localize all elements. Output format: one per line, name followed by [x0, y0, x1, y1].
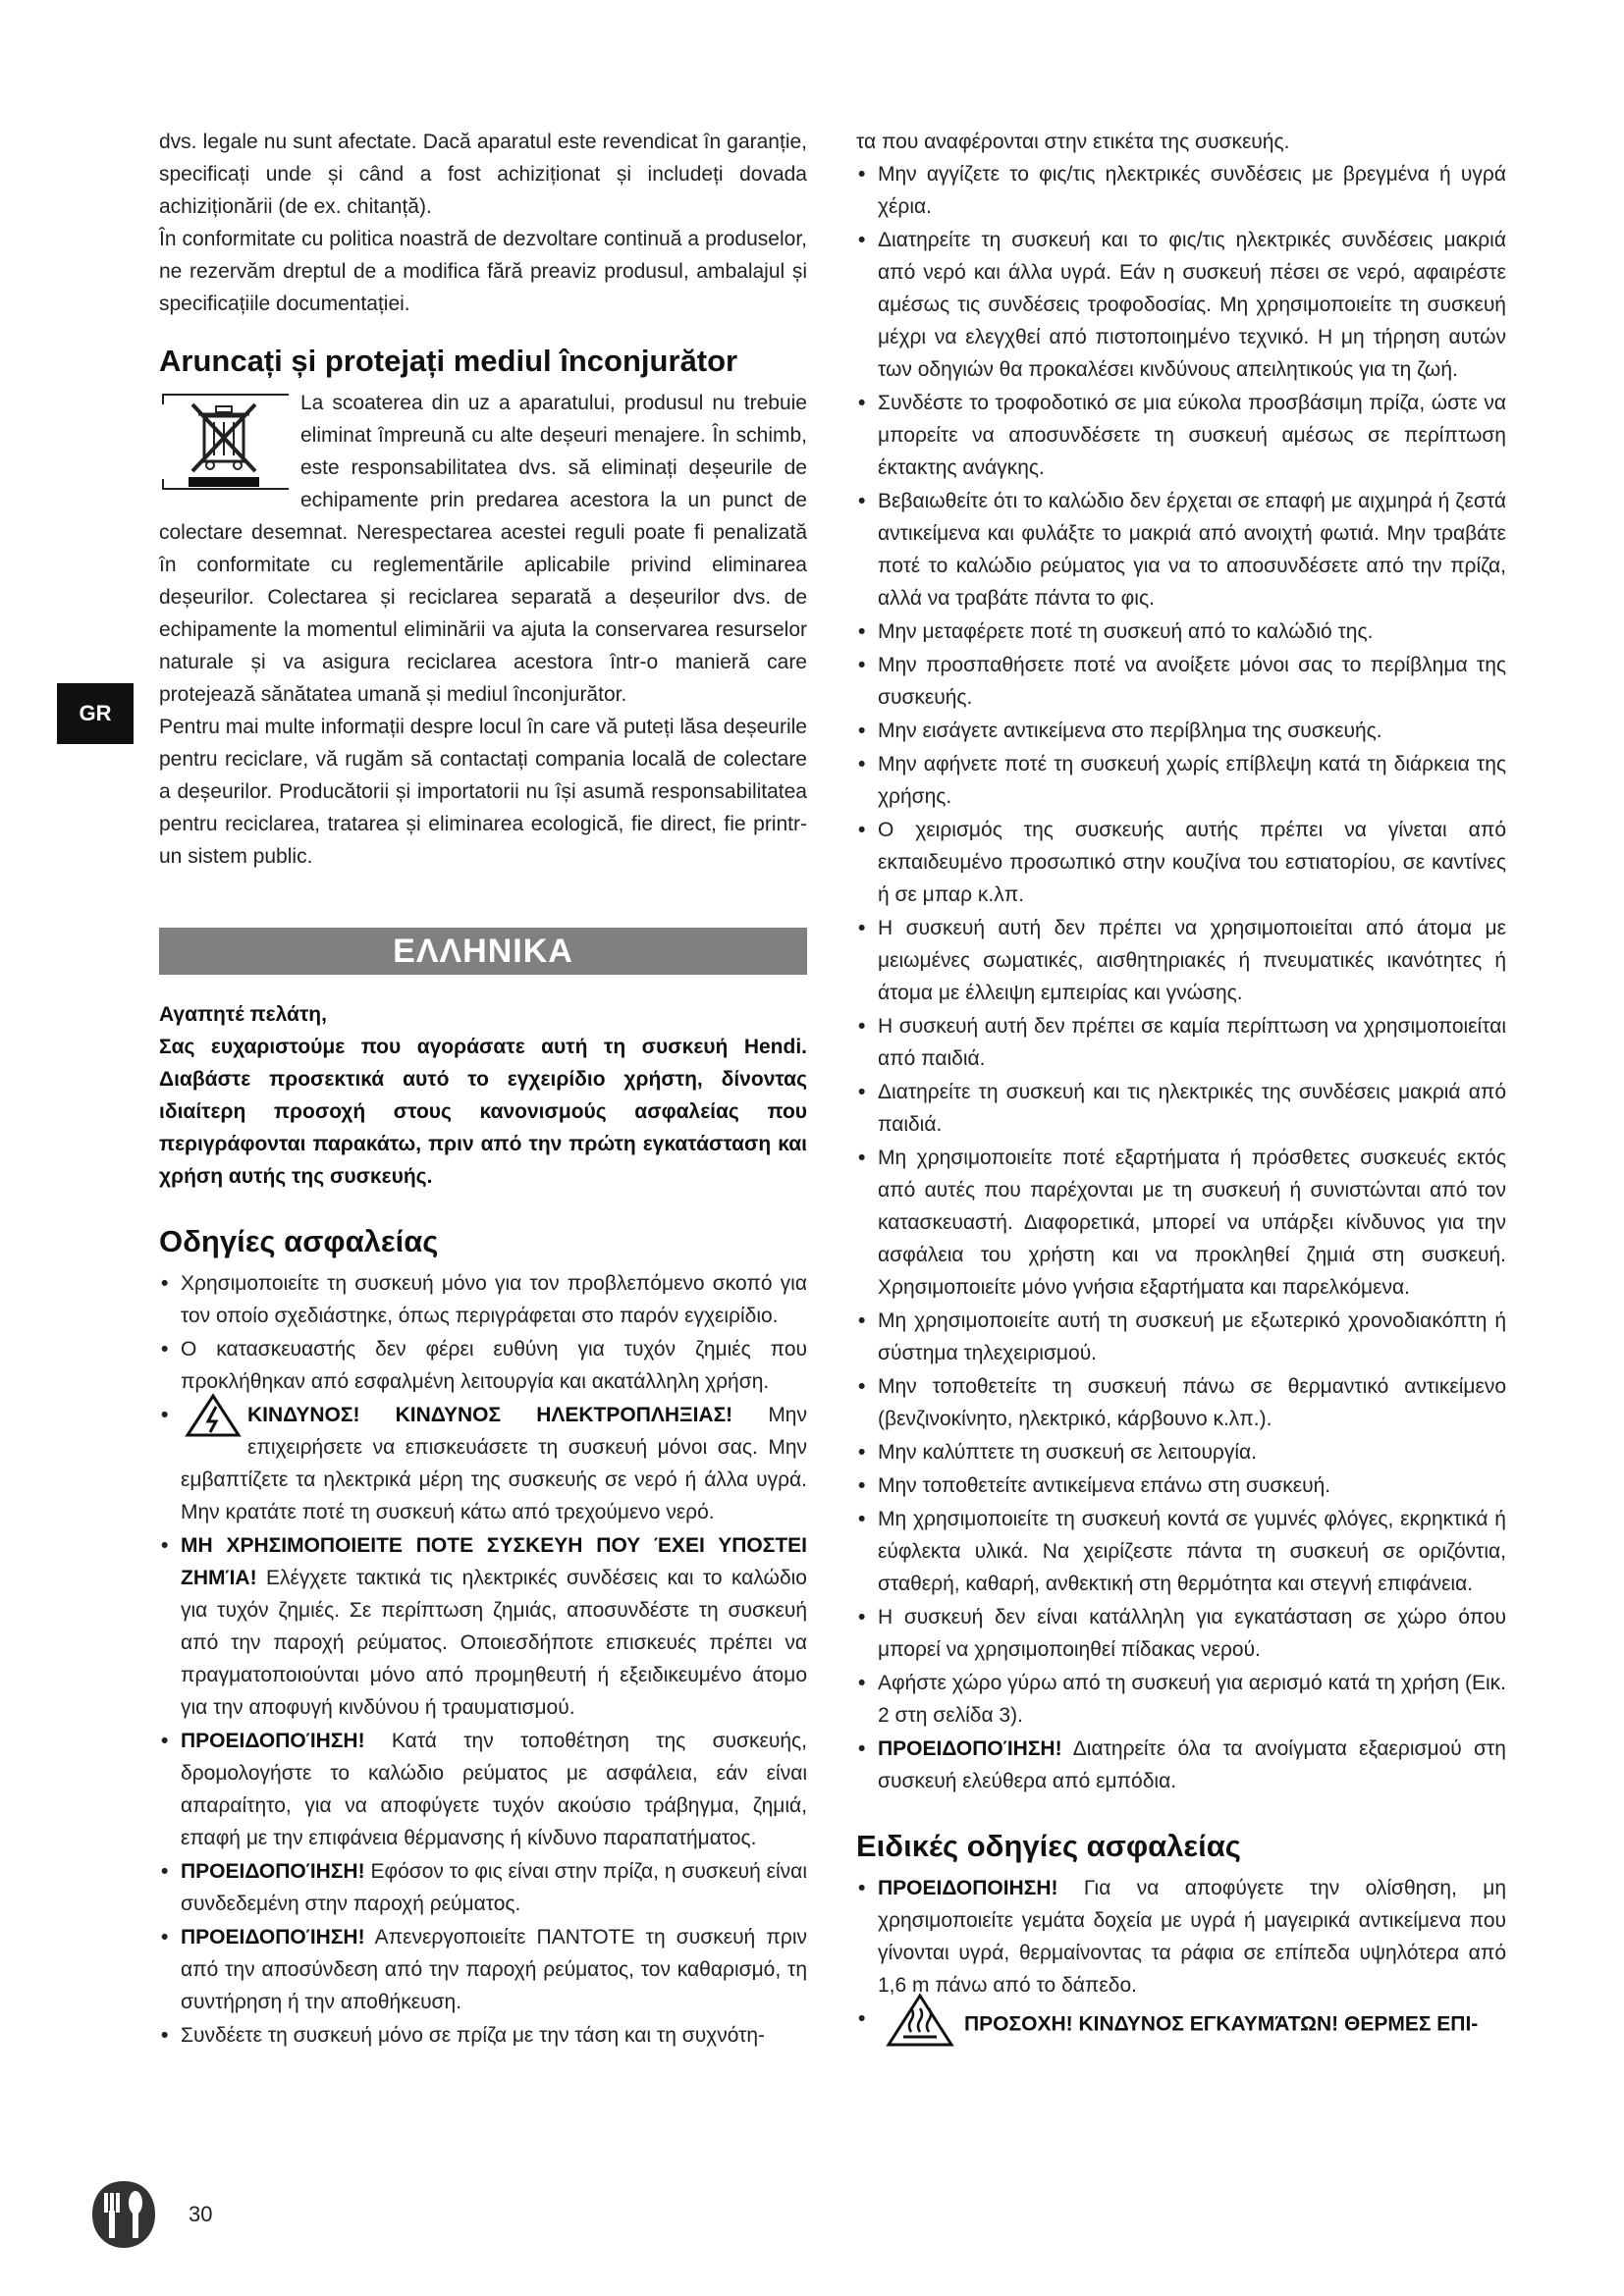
special-safety-list: [856, 1872, 1506, 2048]
greeting: Αγαπητέ πελάτη,: [159, 1003, 327, 1026]
list-item: [159, 1399, 807, 1528]
list-item: • Διατηρείτε τη συσκευή και τις ηλεκτρικές της συνδέσεις μακριά από παιδιά.: [856, 1076, 1506, 1141]
list-item: • Διατηρείτε τη συσκευή και το φις/τις ηλεκτρικές συνδέσεις μακριά από νερό και άλλα υγρά. Εάν η συσκευή πέσει σε νερό, αφαιρέστε αμέσως τις συνδέσεις τροφοδοσίας. Μη χρησιμοποιείτε τη συσκευή μέχρι να ελεγχθεί από πιστοποιημένο τεχνικό. Η μη τήρηση αυτών των οδηγιών θα προκαλέσει κινδύνους απειλητικούς για τη ζωή.: [856, 224, 1506, 386]
list-item: [856, 2002, 1506, 2048]
warning-text: Κατά την τοποθέτηση της συσκευής, δρομολογήστε το καλώδιο ρεύματος με ασφάλεια, εάν είναι απαραίτητο, για να αποφύγετε τυχόν ακούσιο τράβηγμα, ζημιά, επαφή με την επιφάνεια θέρμανσης ή κίνδυνο παραπατήματος.: [181, 1730, 807, 1849]
list-item: • Μην εισάγετε αντικείμενα στο περίβλημα της συσκευής.: [856, 715, 1506, 747]
list-item: [856, 1872, 1506, 2002]
heading-special-safety: Ειδικές οδηγίες ασφαλείας: [856, 1829, 1241, 1863]
heading-environment: Aruncați și protejați mediul înconjurător: [159, 344, 738, 378]
intro-paragraph: Σας ευχαριστούμε που αγοράσατε αυτή τη συσκευή Hendi. Διαβάστε προσεκτικά αυτό το εγχειρίδιο χρήστη, δίνοντας ιδιαίτερη προσοχή στους κανονισμούς ασφαλείας που περιγράφονται παρακάτω, πριν από την πρώτη εγκατάσταση και χρήση αυτής της συσκευής.: [159, 1036, 807, 1188]
warning-label: ΠΡΟΕΙΔΟΠΟΙΗΣΗ!: [878, 1877, 1058, 1899]
list-item: • Μην μεταφέρετε ποτέ τη συσκευή από το καλώδιό της.: [856, 615, 1506, 648]
list-item: • Μην καλύπτετε τη συσκευή σε λειτουργία.: [856, 1436, 1506, 1468]
list-item: [159, 1855, 807, 1920]
list-item: • Μην προσπαθήσετε ποτέ να ανοίξετε μόνοι σας το περίβλημα της συσκευής.: [856, 649, 1506, 714]
hot-surface-warning-icon: [886, 1993, 954, 2048]
list-item: • Μη χρησιμοποιείτε ποτέ εξαρτήματα ή πρόσθετες συσκευές εκτός από αυτές που παρέχονται με τη συσκευή ή συνιστώνται από τον κατασκευαστή. Διαφορετικά, μπορεί να υπάρξει κίνδυνος για την ασφάλεια του χρήστη και να προκληθεί ζημιά στη συσκευή. Χρησιμοποιείτε μόνο γνήσια εξαρτήματα και παρελκόμενα.: [856, 1142, 1506, 1304]
list-item: • Συνδέετε τη συσκευή μόνο σε πρίζα με την τάση και τη συχνότη-: [159, 2019, 807, 2052]
list-item: [159, 1725, 807, 1854]
warning-label: ΠΡΟΕΙΔΟΠΟΊΗΣΗ!: [181, 1860, 365, 1883]
list-item: [159, 1529, 807, 1724]
damage-label: ΜΗ ΧΡΗΣΙΜΟΠΟΙΕΙΤΕ ΠΟΤΕ ΣΥΣΚΕΥΗ ΠΟΥ ΈΧΕΙ ΥΠΟΣΤΕΙ ΖΗΜΊΑ!: [181, 1534, 807, 1589]
list-item: • Μην τοποθετείτε αντικείμενα επάνω στη συσκευή.: [856, 1469, 1506, 1502]
paragraph-warranty: dvs. legale nu sunt afectate. Dacă aparatul este revendicat în garanție, specificați unde și când a fost achiziționat și includeți dovada achiziționării (de ex. chitanță).: [159, 131, 807, 218]
list-item: • Χρησιμοποιείτε τη συσκευή μόνο για τον προβλεπόμενο σκοπό για τον οποίο σχεδιάστηκε, όπως περιγράφεται στο παρόν εγχειρίδιο.: [159, 1267, 807, 1332]
list-item: • Μην τοποθετείτε τη συσκευή πάνω σε θερμαντικό αντικείμενο (βενζινοκίνητο, ηλεκτρικό, κάρβουνο κ.λπ.).: [856, 1370, 1506, 1435]
list-item: [159, 1921, 807, 2018]
list-item: • Η συσκευή αυτή δεν πρέπει να χρησιμοποιείται από άτομα με μειωμένες σωματικές, αισθητηριακές ή πνευματικές ικανότητες ή άτομα με έλλειψη εμπειρίας και γνώσης.: [856, 912, 1506, 1009]
warning-label: ΠΡΟΕΙΔΟΠΟΊΗΣΗ!: [878, 1737, 1062, 1760]
damage-text: Ελέγχετε τακτικά τις ηλεκτρικές συνδέσεις και το καλώδιο για τυχόν ζημιές. Σε περίπτωση ζημιάς, αποσυνδέστε τη συσκευή από την παροχή ρεύματος. Οποιεσδήποτε επισκευές πρέπει να πραγματοποιούνται μόνο από προμηθευτή ή εξειδικευμένο άτομο για την αποφυγή κινδύνου ή τραυματισμού.: [181, 1567, 807, 1719]
hendi-cutlery-logo-icon: [90, 2179, 157, 2250]
list-item: • Μη χρησιμοποιείτε αυτή τη συσκευή με εξωτερικό χρονοδιακόπτη ή σύστημα τηλεχειρισμού.: [856, 1305, 1506, 1369]
paragraph-recycling: Pentru mai multe informații despre locul în care vă puteți lăsa deșeurile pentru reciclare, vă rugăm să contactați compania locală de colectare a deșeurilor. Producătorii și importatorii nu își asumă responsabilitatea pentru reciclarea, tratarea și eliminarea ecologică, fie direct, fie printr-un sistem public.: [159, 716, 807, 868]
list-item: • Μην αφήνετε ποτέ τη συσκευή χωρίς επίβλεψη κατά τη διάρκεια της χρήσης.: [856, 748, 1506, 813]
right-column: [856, 126, 1506, 2049]
list-item: • Αφήστε χώρο γύρω από τη συσκευή για αερισμό κατά τη χρήση (Εικ. 2 στη σελίδα 3).: [856, 1667, 1506, 1732]
warning-label: ΠΡΟΕΙΔΟΠΟΊΗΣΗ!: [181, 1730, 365, 1752]
danger-text: Μην επιχειρήσετε να επισκευάσετε τη συσκευή μόνοι σας. Μην εμβαπτίζετε τα ηλεκτρικά μέρη της συσκευής σε νερό ή άλλα υγρά. Μην κρατάτε ποτέ τη συσκευή κάτω από τρεχούμενο νερό.: [181, 1404, 807, 1523]
crossed-out-wheelie-bin-icon: [159, 391, 293, 493]
paragraph-policy: În conformitate cu politica noastră de dezvoltare continuă a produselor, ne rezervăm dreptul de a modifica fără preaviz produsul, ambalajul și specificațiile documentației.: [159, 228, 807, 315]
list-item: • Η συσκευή αυτή δεν πρέπει σε καμία περίπτωση να χρησιμοποιείται από παιδιά.: [856, 1010, 1506, 1075]
list-item: • Μην αγγίζετε το φις/τις ηλεκτρικές συνδέσεις με βρεγμένα ή υγρά χέρια.: [856, 158, 1506, 223]
burn-warning-label: ΠΡΟΣΟΧΗ! ΚΙΝΔΥΝΟΣ ΕΓΚΑΥΜΆΤΩΝ! ΘΕΡΜΕΣ ΕΠΙ-: [964, 2012, 1479, 2036]
warning-text: Για να αποφύγετε την ολίσθηση, μη χρησιμοποιείτε γεμάτα δοχεία με υγρά ή μαγειρικά αντικείμενα που γίνονται υγρά, θερμαίνοντας τα ράφια σε επίπεδα υψηλότερα από 1,6 m πάνω από το δάπεδο.: [878, 1877, 1506, 1997]
list-item: • Μη χρησιμοποιείτε τη συσκευή κοντά σε γυμνές φλόγες, εκρηκτικά ή εύφλεκτα υλικά. Να χειρίζεστε πάντα τη συσκευή σε οριζόντια, σταθερή, καθαρή, ανθεκτική στη θερμότητα και στεγνή επιφάνεια.: [856, 1503, 1506, 1600]
warning-text: Εφόσον το φις είναι στην πρίζα, η συσκευή είναι συνδεδεμένη στην παροχή ρεύματος.: [181, 1860, 807, 1915]
list-item: [856, 1733, 1506, 1797]
list-item: • Συνδέστε το τροφοδοτικό σε μια εύκολα προσβάσιμη πρίζα, ώστε να μπορείτε να αποσυνδέσετε τη συσκευή αμέσως σε περίπτωση έκτακτης ανάγκης.: [856, 387, 1506, 484]
left-column: [159, 126, 807, 2053]
list-item: • Η συσκευή δεν είναι κατάλληλη για εγκατάσταση σε χώρο όπου μπορεί να χρησιμοποιηθεί πίδακας νερού.: [856, 1601, 1506, 1666]
list-item: • Ο χειρισμός της συσκευής αυτής πρέπει να γίνεται από εκπαιδευμένο προσωπικό στην κουζίνα του εστιατορίου, σε καντίνες ή σε μπαρ κ.λπ.: [856, 814, 1506, 911]
warning-label: ΠΡΟΕΙΔΟΠΟΊΗΣΗ!: [181, 1926, 365, 1949]
weee-text: La scoaterea din uz a aparatului, produsul nu trebuie eliminat împreună cu alte deșeuri menajere. În schimb, este responsabilitatea dvs. să eliminați deșeurile de echipamente prin predarea acestora la un punct de colectare desemnat. Nerespectarea acestei reguli poate fi penalizată în conformitate cu reglementările aplicabile privind eliminarea deșeurilor. Colectarea și reciclarea separată a deșeurilor dvs. de echipamente la momentul eliminării va ajuta la conservarea resurselor naturale și va asigura reciclarea acestora într-o manieră care protejează sănătatea umană și mediul înconjurător.: [159, 392, 807, 706]
language-tab: GR: [57, 683, 134, 744]
list-item: • Ο κατασκευαστής δεν φέρει ευθύνη για τυχόν ζημιές που προκλήθηκαν από εσφαλμένη λειτουργία και ακατάλληλη χρήση.: [159, 1333, 807, 1398]
page-number: 30: [189, 2202, 213, 2226]
language-banner: ΕΛΛΗΝΙΚΑ: [159, 928, 807, 975]
electric-shock-warning-icon: [185, 1393, 242, 1438]
warning-text: Απενεργοποιείτε ΠΑΝΤΟΤΕ τη συσκευή πριν από την αποσύνδεση από την παροχή ρεύματος, τον καθαρισμό, τη συντήρηση ή την αποθήκευση.: [181, 1926, 807, 2013]
list-item: • Βεβαιωθείτε ότι το καλώδιο δεν έρχεται σε επαφή με αιχμηρά ή ζεστά αντικείμενα και φυλάξτε το μακριά από ανοιχτή φωτιά. Μην τραβάτε ποτέ το καλώδιο ρεύματος για να το αποσυνδέσετε από την πρίζα, αλλά να τραβάτε πάντα το φις.: [856, 485, 1506, 614]
heading-safety: Οδηγίες ασφαλείας: [159, 1224, 439, 1258]
continuation-text: τα που αναφέρονται στην ετικέτα της συσκευής.: [856, 131, 1290, 153]
safety-list: [159, 1267, 807, 2052]
danger-label: ΚΙΝΔΥΝΟΣ! ΚΙΝΔΥΝΟΣ ΗΛΕΚΤΡΟΠΛΗΞΙΑΣ!: [247, 1404, 733, 1426]
warning-text: Διατηρείτε όλα τα ανοίγματα εξαερισμού στη συσκευή ελεύθερα από εμπόδια.: [878, 1737, 1506, 1792]
weee-paragraph: [159, 387, 807, 711]
safety-list-continued: [856, 158, 1506, 1797]
